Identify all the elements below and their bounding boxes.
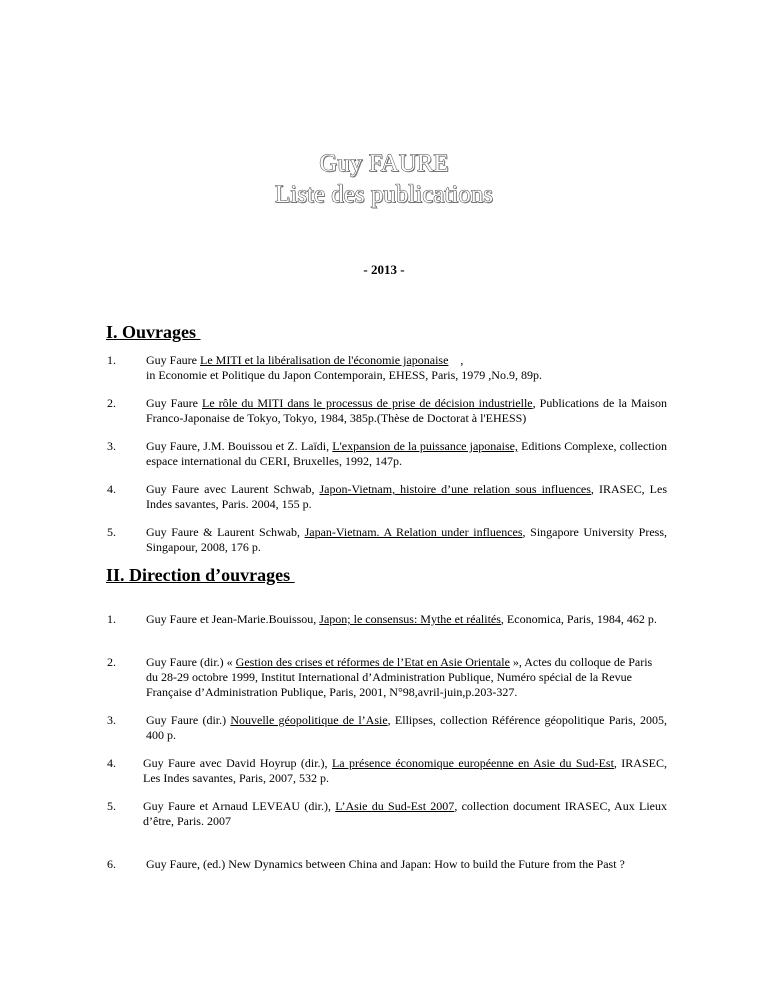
- title-block: [0, 148, 768, 210]
- item-text: Guy Faure avec David Hoyrup (dir.), La présence économique européenne en Asie du Sud-Est, IRASEC, Les Indes savantes, Paris, 2007, 532 p.: [143, 756, 667, 785]
- item-number: 5.: [107, 525, 116, 539]
- item-number: 4.: [107, 482, 116, 496]
- item-text: Guy Faure & Laurent Schwab, Japan-Vietnam. A Relation under influences, Singapore University Press, Singapour, 2008, 176 p.: [146, 525, 667, 554]
- item-number: 3.: [107, 713, 116, 727]
- publication-title: L’Asie du Sud-Est 2007: [335, 799, 455, 813]
- item-number: 2.: [107, 396, 116, 410]
- publication-title: L'expansion de la puissance japonaise,: [332, 439, 518, 453]
- item-number: 4.: [107, 756, 116, 770]
- item-text: Guy Faure et Jean-Marie.Bouissou, Japon; le consensus: Mythe et réalités, Economica, Paris, 1984, 462 p.: [146, 612, 657, 626]
- item-text: Guy Faure (dir.) Nouvelle géopolitique de l’Asie, Ellipses, collection Référence géopolitique Paris, 2005, 400 p.: [146, 713, 667, 742]
- item-number: 2.: [107, 655, 116, 669]
- item-number: 1.: [107, 612, 116, 626]
- author-name: Guy FAURE: [319, 150, 449, 177]
- publication-title: Japan-Vietnam. A Relation under influences: [304, 525, 523, 539]
- section-heading-ouvrages: I. Ouvrages: [106, 322, 201, 342]
- document-title: Liste des publications: [274, 181, 494, 208]
- publication-title: Le rôle du MITI dans le processus de prise de décision industrielle: [202, 396, 533, 410]
- publication-title: Le MITI et la libéralisation de l'économie japonaise: [200, 353, 449, 367]
- item-text: Guy Faure Le rôle du MITI dans le processus de prise de décision industrielle, Publications de la Maison Franco-Japonaise de Tokyo, Tokyo, 1984, 385p.(Thèse de Doctorat à l'EHESS): [146, 396, 667, 425]
- item-text: Guy Faure et Arnaud LEVEAU (dir.), L’Asie du Sud-Est 2007, collection document IRASEC, Aux Lieux d’être, Paris. 2007: [143, 799, 667, 828]
- item-number: 6.: [107, 857, 116, 871]
- publication-title: La présence économique européenne en Asie du Sud-Est: [331, 756, 614, 770]
- item-text: Guy Faure (dir.) « Gestion des crises et réformes de l’Etat en Asie Orientale », Actes du colloque de Paris du 28-29 octobre 1999, Institut International d’Administration Publique, Numéro spécial de la Revue Française d’Administration Publique, Paris, 2001, N°98,avril-juin,p.203-327.: [146, 655, 653, 699]
- publication-title: Nouvelle géopolitique de l’Asie: [230, 713, 388, 727]
- publication-title: Japon-Vietnam, histoire d’une relation sous influences: [319, 482, 591, 496]
- item-text: Guy Faure, (ed.) New Dynamics between China and Japan: How to build the Future from the Past ?: [146, 857, 625, 871]
- item-text: Guy Faure Le MITI et la libéralisation de l'économie japonaise , in Economie et Politique du Japon Contemporain, EHESS, Paris, 1979 ,No.9, 89p.: [146, 353, 542, 382]
- publication-title: Japon; le consensus: Mythe et réalités: [319, 612, 501, 626]
- item-number: 5.: [107, 799, 116, 813]
- item-text: Guy Faure avec Laurent Schwab, Japon-Vietnam, histoire d’une relation sous influences, IRASEC, Les Indes savantes, Paris. 2004, 155 p.: [146, 482, 667, 511]
- publication-title: Gestion des crises et réformes de l’Etat en Asie Orientale: [235, 655, 510, 669]
- year-label: - 2013 -: [363, 262, 405, 277]
- item-number: 3.: [107, 439, 116, 453]
- item-number: 1.: [107, 353, 116, 367]
- item-text: Guy Faure, J.M. Bouissou et Z. Laïdi, L'expansion de la puissance japonaise, Editions Complexe, collection espace international du CERI, Bruxelles, 1992, 147p.: [146, 439, 667, 468]
- section-heading-direction-ouvrages: II. Direction d’ouvrages: [106, 565, 295, 585]
